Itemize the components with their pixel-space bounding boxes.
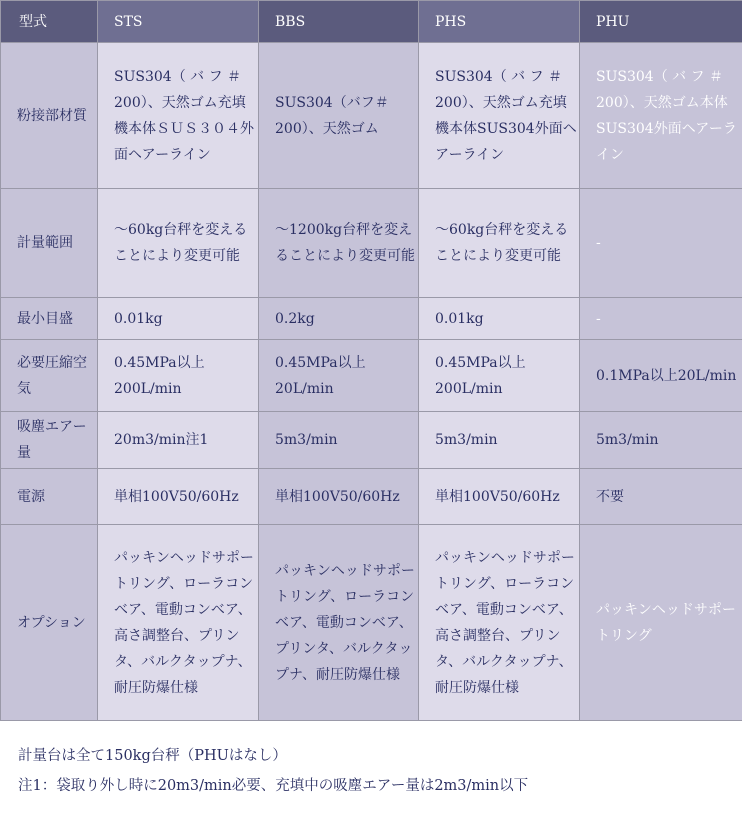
table-cell: SUS304（ バ フ ＃200）、天然ゴム充填機本体SUS304外面ヘアーライン [419, 43, 580, 189]
table-cell: SUS304（バフ＃200）、天然ゴム [259, 43, 419, 189]
header-model: 型式 [1, 1, 98, 43]
table-header-row [1, 1, 742, 43]
footnote-scale: 計量台は全て150kg台秤（PHUはなし） [18, 748, 287, 764]
table-cell: 0.45MPa以上200L/min [98, 340, 259, 412]
header-phs: PHS [419, 1, 580, 43]
table-cell: 単相100V50/60Hz [98, 469, 259, 525]
table-row [1, 412, 742, 469]
table-cell: 0.45MPa以上200L/min [419, 340, 580, 412]
table-cell: 0.2kg [259, 298, 419, 340]
table-cell: 5m3/min [259, 412, 419, 469]
table-row [1, 525, 742, 721]
table-cell: 0.45MPa以上20L/min [259, 340, 419, 412]
table-row [1, 43, 742, 189]
table-cell: パッキンヘッドサポートリング、ローラコンベア、電動コンベア、高さ調整台、プリンタ、バルクタップナ、耐圧防爆仕様 [98, 525, 259, 721]
table-row [1, 340, 742, 412]
table-cell: ～1200kg台秤を変えることにより変更可能 [259, 189, 419, 298]
table-cell: パッキンヘッドサポートリング、ローラコンベア、電動コンベア、プリンタ、バルクタップナ、耐圧防爆仕様 [259, 525, 419, 721]
header-phu: PHU [580, 1, 742, 43]
row-label: 必要圧縮空気 [1, 340, 98, 412]
table-cell: 5m3/min [580, 412, 742, 469]
table-cell: 0.1MPa以上20L/min [580, 340, 742, 412]
row-label: 電源 [1, 469, 98, 525]
table-cell: パッキンヘッドサポートリング、ローラコンベア、電動コンベア、高さ調整台、プリンタ、バルクタップナ、耐圧防爆仕様 [419, 525, 580, 721]
table-row [1, 298, 742, 340]
table-row [1, 469, 742, 525]
row-label: オプション [1, 525, 98, 721]
row-label: 吸塵エアー量 [1, 412, 98, 469]
table-cell: SUS304（ バ フ ＃200）、天然ゴム充填機本体ＳＵＳ３０４外面ヘアーライン [98, 43, 259, 189]
header-bbs: BBS [259, 1, 419, 43]
table-cell: 5m3/min [419, 412, 580, 469]
footnote-1: 注1：袋取り外し時に20m3/min必要、充填中の吸塵エアー量は2m3/min以下 [18, 778, 529, 794]
table-cell: 不要 [580, 469, 742, 525]
table-cell: 0.01kg [419, 298, 580, 340]
footnotes [18, 741, 528, 801]
row-label: 計量範囲 [1, 189, 98, 298]
row-label: 粉接部材質 [1, 43, 98, 189]
table-cell: パッキンヘッドサポートリング [580, 525, 742, 721]
table-cell: ～60kg台秤を変えることにより変更可能 [98, 189, 259, 298]
table-cell: ～60kg台秤を変えることにより変更可能 [419, 189, 580, 298]
table-row [1, 189, 742, 298]
table-cell: 単相100V50/60Hz [419, 469, 580, 525]
table-cell: - [580, 189, 742, 298]
table-cell: - [580, 298, 742, 340]
header-sts: STS [98, 1, 259, 43]
table-cell: 20m3/min注1 [98, 412, 259, 469]
table-cell: 単相100V50/60Hz [259, 469, 419, 525]
row-label: 最小目盛 [1, 298, 98, 340]
table-cell: 0.01kg [98, 298, 259, 340]
table-cell: SUS304（ バ フ ＃200）、天然ゴム本体SUS304外面ヘアーライン [580, 43, 742, 189]
